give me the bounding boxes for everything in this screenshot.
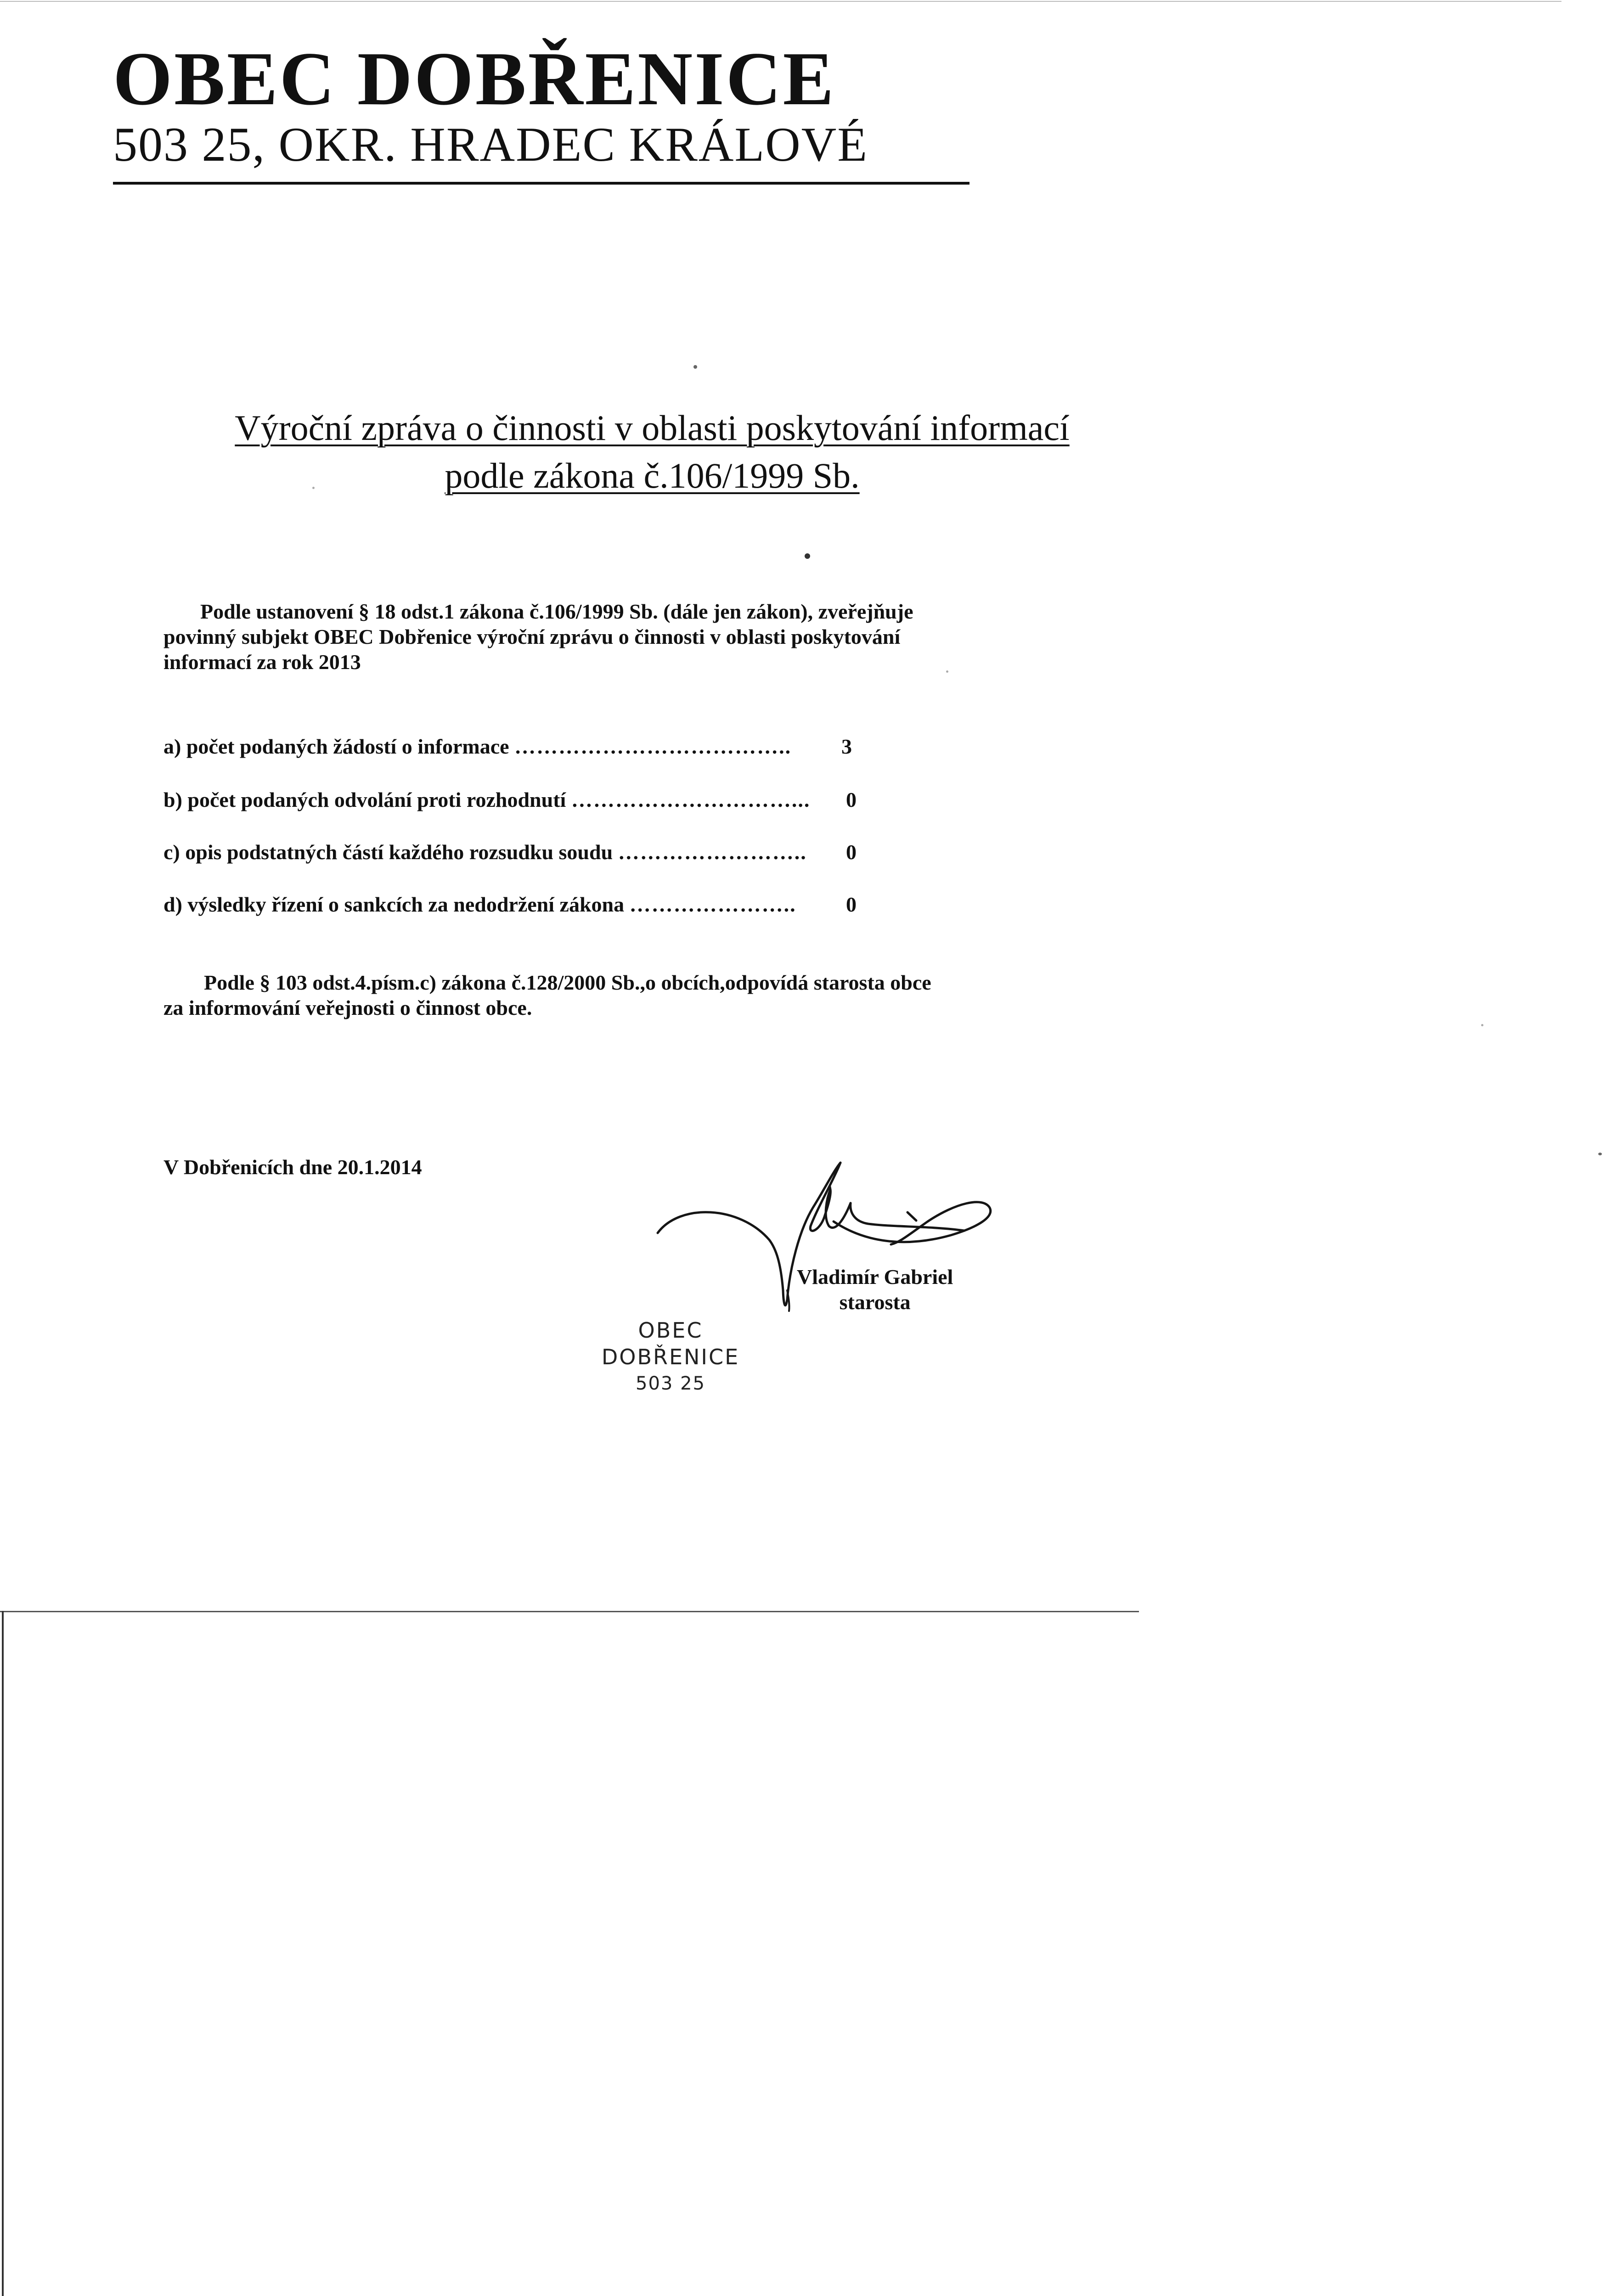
stat-leader-dots: …………………….. [618,840,807,864]
law-line-2: za informování veřejnosti o činnost obce. [163,996,532,1019]
scan-speck [1598,1153,1602,1155]
stat-label: b) počet podaných odvolání proti rozhodnutí [163,788,571,811]
date-line: V Dobřenicích dne 20.1.2014 [163,1155,422,1179]
stamp-line-1: OBEC [638,1318,703,1343]
scan-edge-line-vertical [2,1611,4,2296]
stat-label: a) počet podaných žádostí o informace [163,735,515,758]
law-paragraph [163,970,1036,1020]
stat-row-court-rulings [163,838,898,866]
title-line-1: Výroční zpráva o činnosti v oblasti poskytování informací [235,408,1070,448]
stat-leader-dots: ………………….. [629,893,796,916]
intro-line-1: Podle ustanovení § 18 odst.1 zákona č.106/1999 Sb. (dále jen zákon), zveřejňuje [200,600,913,623]
stat-row-requests [163,733,898,760]
stat-value: 0 [846,788,857,811]
stat-label: c) opis podstatných částí každého rozsudku soudu [163,840,618,864]
letterhead-address: 503 25, OKR. HRADEC KRÁLOVÉ [113,118,868,171]
municipal-stamp [565,1317,776,1397]
scan-speck [1481,1024,1483,1026]
stat-leader-dots: ……………………………….. [514,735,792,758]
intro-line-3: informací za rok 2013 [163,650,361,674]
scan-speck [693,365,697,369]
signer-block [797,1264,953,1315]
letterhead-name: OBEC DOBŘENICE [113,36,836,121]
stat-row-appeals [163,786,898,814]
stat-leader-dots: …………………………... [571,788,811,811]
letterhead-rule [113,182,969,185]
scan-speck [805,553,810,559]
signer-name: Vladimír Gabriel [797,1265,953,1289]
stat-value: 3 [841,735,852,758]
stat-row-sanctions [163,891,898,918]
stamp-line-3: 503 25 [636,1373,705,1394]
intro-line-2: povinný subjekt OBEC Dobřenice výroční zprávu o činnosti v oblasti poskytování [163,625,901,648]
title-line-2: podle zákona č.106/1999 Sb. [445,456,860,495]
scan-speck [946,670,948,673]
document-title [138,404,1167,500]
stamp-line-2: DOBŘENICE [601,1345,740,1369]
law-line-1: Podle § 103 odst.4.písm.c) zákona č.128/2000 Sb.,o obcích,odpovídá starosta obce [204,971,931,994]
scan-speck [312,487,315,489]
stat-value: 0 [846,840,857,864]
intro-paragraph [163,599,981,675]
signer-role: starosta [839,1290,911,1314]
scan-top-edge [0,1,1561,2]
stat-value: 0 [846,893,857,916]
scan-edge-line [0,1611,1139,1612]
stat-label: d) výsledky řízení o sankcích za nedodržení zákona [163,893,630,916]
